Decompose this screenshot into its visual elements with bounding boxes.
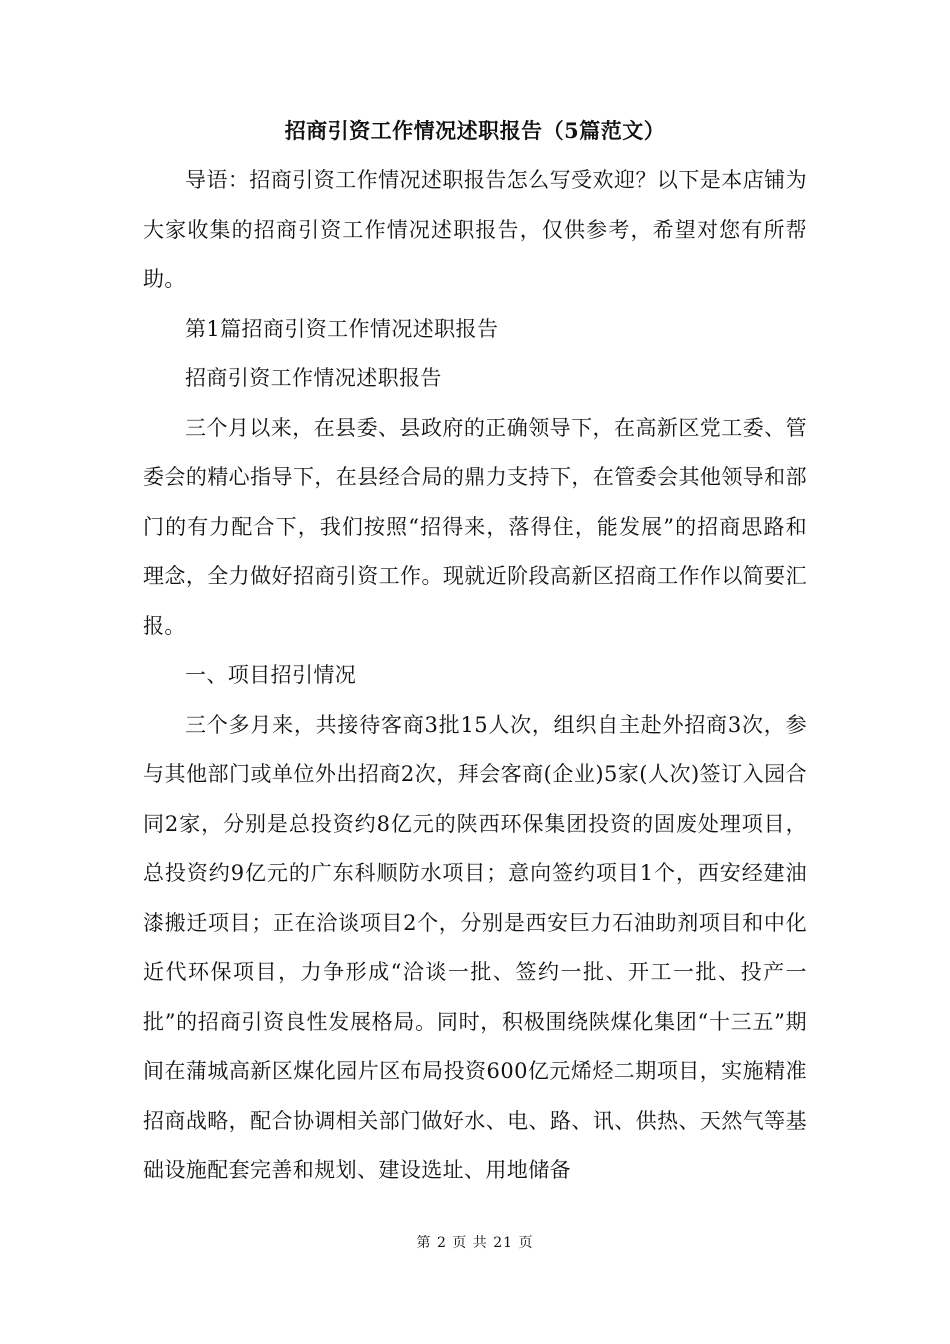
document-body	[143, 112, 807, 1196]
paragraph-intro: 导语：招商引资工作情况述职报告怎么写受欢迎？以下是本店铺为大家收集的招商引资工作情况述职报告，仅供参考，希望对您有所帮助。	[143, 168, 807, 291]
paragraph-project-details: 三个多月来，共接待客商3批15人次，组织自主赴外招商3次，参与其他部门或单位外出招商2次，拜会客商(企业)5家(人次)签订入园合同2家，分别是总投资约8亿元的陕西环保集团投资的固废处理项目，总投资约9亿元的广东科顺防水项目；意向签约项目1个，西安经建油漆搬迁项目；正在洽谈项目2个，分别是西安巨力石油助剂项目和中化近代环保项目，力争形成“洽谈一批、签约一批、开工一批、投产一批”的招商引资良性发展格局。同时，积极围绕陕煤化集团“十三五”期间在蒲城高新区煤化园片区布局投资600亿元烯烃二期项目，实施精准招商战略，配合协调相关部门做好水、电、路、讯、供热、天然气等基础设施配套完善和规划、建设选址、用地储备	[143, 712, 807, 1182]
document-title: 招商引资工作情况述职报告（5篇范文）	[284, 118, 666, 143]
paragraph-subheading-projects: 一、项目招引情况	[185, 663, 357, 687]
paragraph-report-title: 招商引资工作情况述职报告	[185, 366, 442, 390]
page-number-footer: 第 2 页 共 21 页	[416, 1235, 534, 1251]
paragraph-section-heading: 第1篇招商引资工作情况述职报告	[185, 316, 499, 341]
paragraph-overview: 三个月以来，在县委、县政府的正确领导下，在高新区党工委、管委会的精心指导下，在县经合局的鼎力支持下，在管委会其他领导和部门的有力配合下，我们按照“招得来，落得住，能发展”的招商思路和理念，全力做好招商引资工作。现就近阶段高新区招商工作作以简要汇报。	[143, 415, 807, 638]
